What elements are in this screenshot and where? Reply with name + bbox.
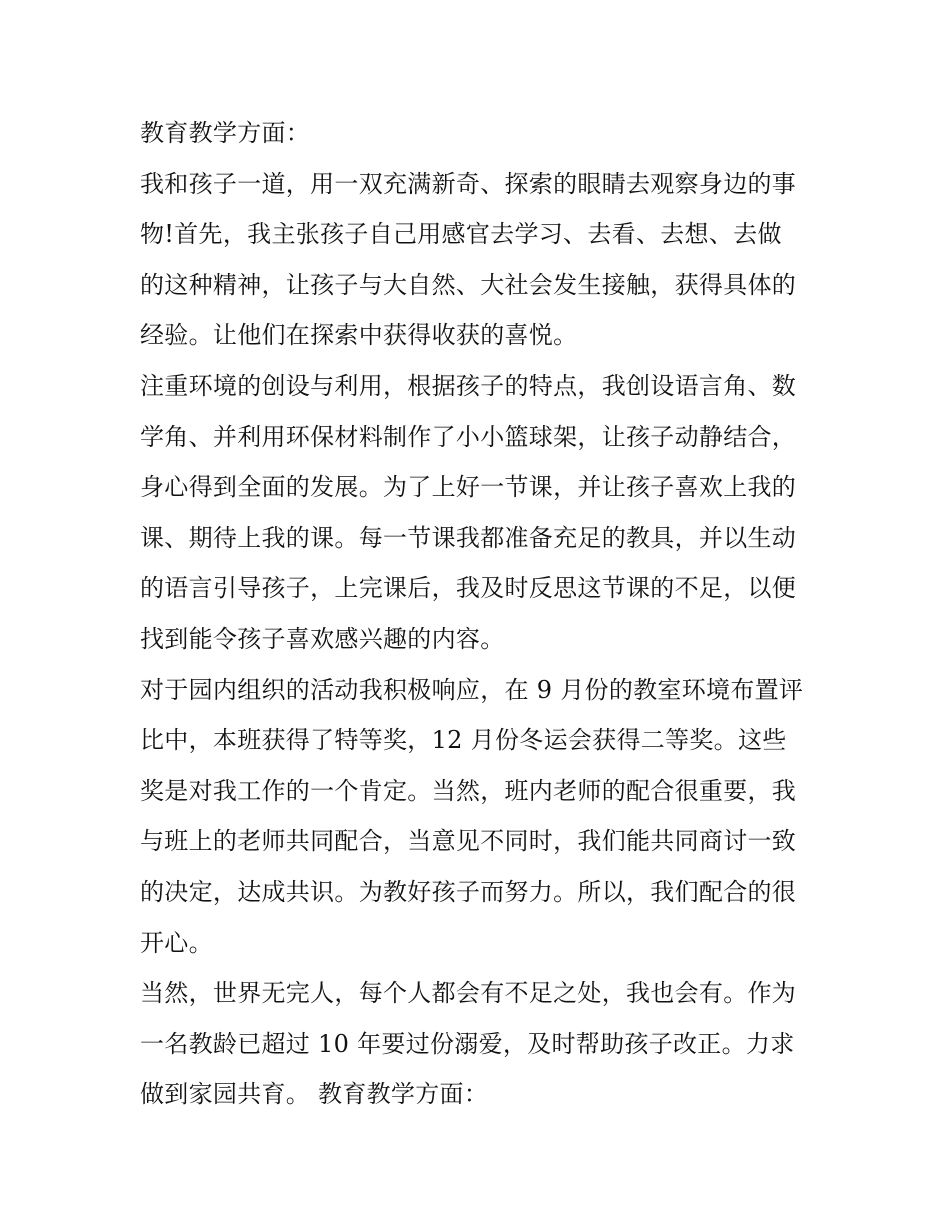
paragraph-line: 的决定，达成共识。为教好孩子而努力。所以，我们配合的很 <box>140 877 797 906</box>
paragraph-line: 经验。让他们在探索中获得收获的喜悦。 <box>140 321 578 350</box>
paragraph-line: 比中，本班获得了特等奖，12 月份冬运会获得二等奖。这些 <box>140 726 787 755</box>
paragraph-line: 对于园内组织的活动我积极响应，在 9 月份的教室环境布置评 <box>140 675 804 704</box>
paragraph-line: 的语言引导孩子，上完课后，我及时反思这节课的不足，以便 <box>140 574 797 603</box>
paragraph-line: 开心。 <box>140 928 213 957</box>
paragraph-line: 一名教龄已超过 10 年要过份溺爱，及时帮助孩子改正。力求 <box>140 1029 795 1058</box>
paragraph-line: 找到能令孩子喜欢感兴趣的内容。 <box>140 624 505 653</box>
paragraph-line: 奖是对我工作的一个肯定。当然，班内老师的配合很重要，我 <box>140 776 797 805</box>
paragraph-line: 课、期待上我的课。每一节课我都准备充足的教具，并以生动 <box>140 523 797 552</box>
paragraph-line: 与班上的老师共同配合，当意见不同时，我们能共同商讨一致 <box>140 827 797 856</box>
paragraph-line: 注重环境的创设与利用，根据孩子的特点，我创设语言角、数 <box>140 371 797 400</box>
section-heading: 教育教学方面： <box>140 119 311 147</box>
paragraph-line: 学角、并利用环保材料制作了小小篮球架，让孩子动静结合， <box>140 422 797 451</box>
paragraph-line: 的这种精神，让孩子与大自然、大社会发生接触，获得具体的 <box>140 270 797 299</box>
paragraph-line: 做到家园共育。 教育教学方面： <box>140 1080 489 1109</box>
document-body <box>140 108 815 1120</box>
paragraph-line: 身心得到全面的发展。为了上好一节课，并让孩子喜欢上我的 <box>140 473 797 502</box>
paragraph-line: 我和孩子一道，用一双充满新奇、探索的眼睛去观察身边的事 <box>140 169 797 198</box>
paragraph-line: 物!首先，我主张孩子自己用感官去学习、去看、去想、去做 <box>140 220 782 249</box>
paragraph-line: 当然，世界无完人，每个人都会有不足之处，我也会有。作为 <box>140 979 797 1008</box>
